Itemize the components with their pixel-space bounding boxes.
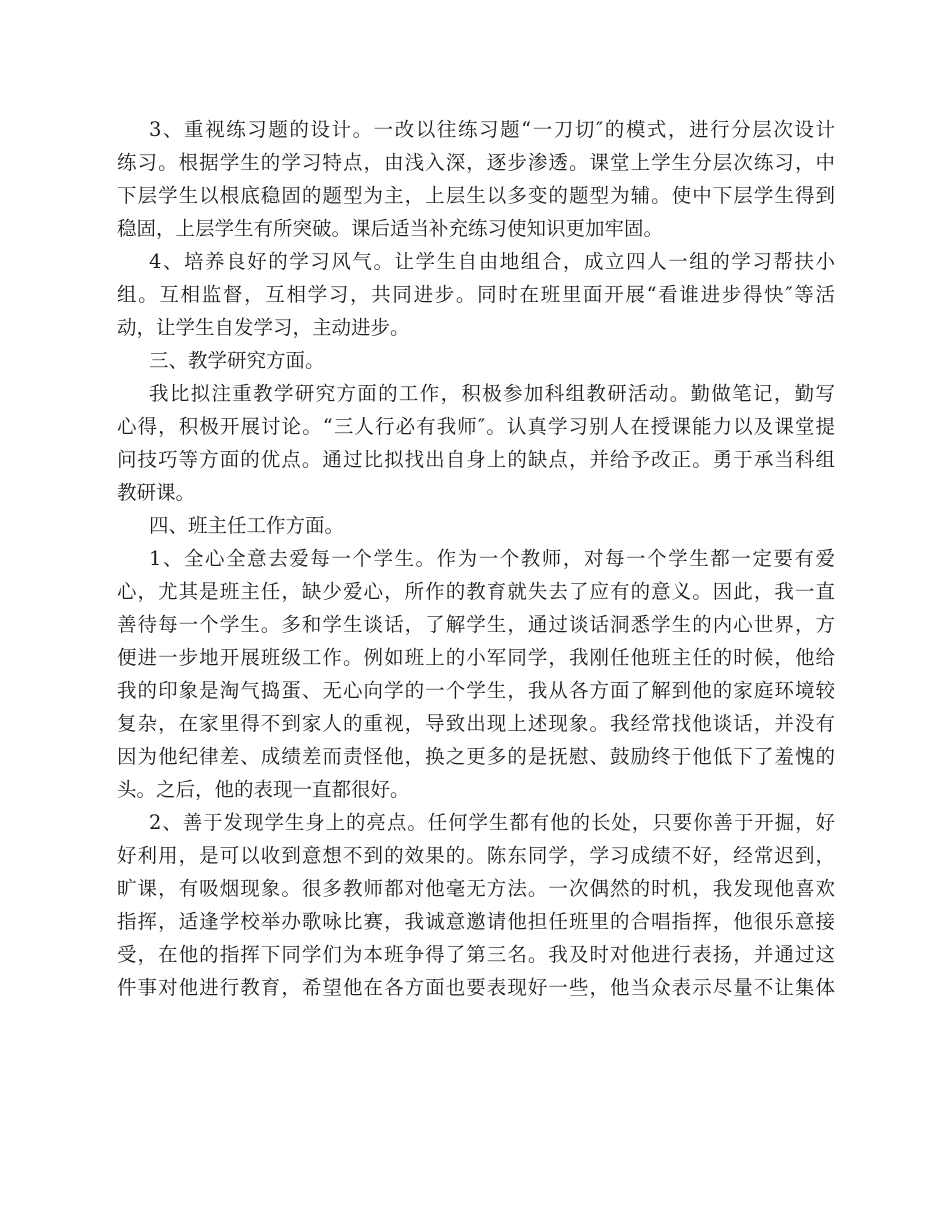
- text-line: 下层学生以根底稳固的题型为主，上层生以多变的题型为辅。使中下层学生得到: [117, 184, 835, 207]
- text-line: 旷课，有吸烟现象。很多教师都对他毫无方法。一次偶然的时机，我发现他喜欢: [117, 877, 835, 900]
- text-line: 4、培养良好的学习风气。让学生自由地组合，成立四人一组的学习帮扶小: [149, 250, 835, 273]
- paragraph: [117, 377, 835, 509]
- text-line: 便进一步地开展班级工作。例如班上的小军同学，我刚任他班主任的时候，他给: [117, 646, 835, 669]
- text-line: 复杂，在家里得不到家人的重视，导致出现上述现象。我经常找他谈话，并没有: [117, 712, 835, 735]
- text-line: 件事对他进行教育，希望他在各方面也要表现好一些，他当众表示尽量不让集体: [117, 976, 835, 999]
- paragraph: [117, 542, 835, 806]
- text-line: 组。互相监督，互相学习，共同进步。同时在班里面开展“看谁进步得快″等活: [117, 283, 835, 306]
- paragraph: [117, 344, 835, 377]
- text-line: 指挥，适逢学校举办歌咏比赛，我诚意邀请他担任班里的合唱指挥，他很乐意接: [117, 910, 835, 933]
- paragraph: [117, 113, 835, 245]
- text-line: 稳固，上层学生有所突破。课后适当补充练习使知识更加牢固。: [117, 217, 664, 240]
- text-line: 四、班主任工作方面。: [149, 514, 345, 537]
- text-line: 教研课。: [117, 481, 196, 504]
- paragraph: [117, 509, 835, 542]
- text-line: 问技巧等方面的优点。通过比拟找出自身上的缺点，并给予改正。勇于承当科组: [117, 448, 835, 471]
- text-line: 我比拟注重教学研究方面的工作，积极参加科组教研活动。勤做笔记，勤写: [149, 382, 835, 405]
- text-line: 心，尤其是班主任，缺少爱心，所作的教育就失去了应有的意义。因此，我一直: [117, 580, 835, 603]
- paragraph: [117, 245, 835, 344]
- text-line: 1、全心全意去爱每一个学生。作为一个教师，对每一个学生都一定要有爱: [149, 547, 835, 570]
- text-line: 心得，积极开展讨论。“三人行必有我师″。认真学习别人在授课能力以及课堂提: [117, 415, 835, 438]
- text-line: 头。之后，他的表现一直都很好。: [117, 778, 410, 801]
- text-line: 善待每一个学生。多和学生谈话，了解学生，通过谈话洞悉学生的内心世界，方: [117, 613, 835, 636]
- text-line: 动，让学生自发学习，主动进步。: [117, 316, 410, 339]
- document-page: [117, 113, 835, 1004]
- text-line: 3、重视练习题的设计。一改以往练习题“一刀切″的模式，进行分层次设计: [149, 118, 835, 141]
- text-line: 好利用，是可以收到意想不到的效果的。陈东同学，学习成绩不好，经常迟到，: [117, 844, 835, 867]
- text-line: 受，在他的指挥下同学们为本班争得了第三名。我及时对他进行表扬，并通过这: [117, 943, 835, 966]
- text-line: 练习。根据学生的学习特点，由浅入深，逐步渗透。课堂上学生分层次练习，中: [117, 151, 835, 174]
- text-line: 我的印象是淘气捣蛋、无心向学的一个学生，我从各方面了解到他的家庭环境较: [117, 679, 835, 702]
- text-line: 2、善于发现学生身上的亮点。任何学生都有他的长处，只要你善于开掘，好: [149, 811, 835, 834]
- text-line: 三、教学研究方面。: [149, 349, 325, 372]
- text-line: 因为他纪律差、成绩差而责怪他，换之更多的是抚慰、鼓励终于他低下了羞愧的: [117, 745, 835, 768]
- paragraph: [117, 806, 835, 1004]
